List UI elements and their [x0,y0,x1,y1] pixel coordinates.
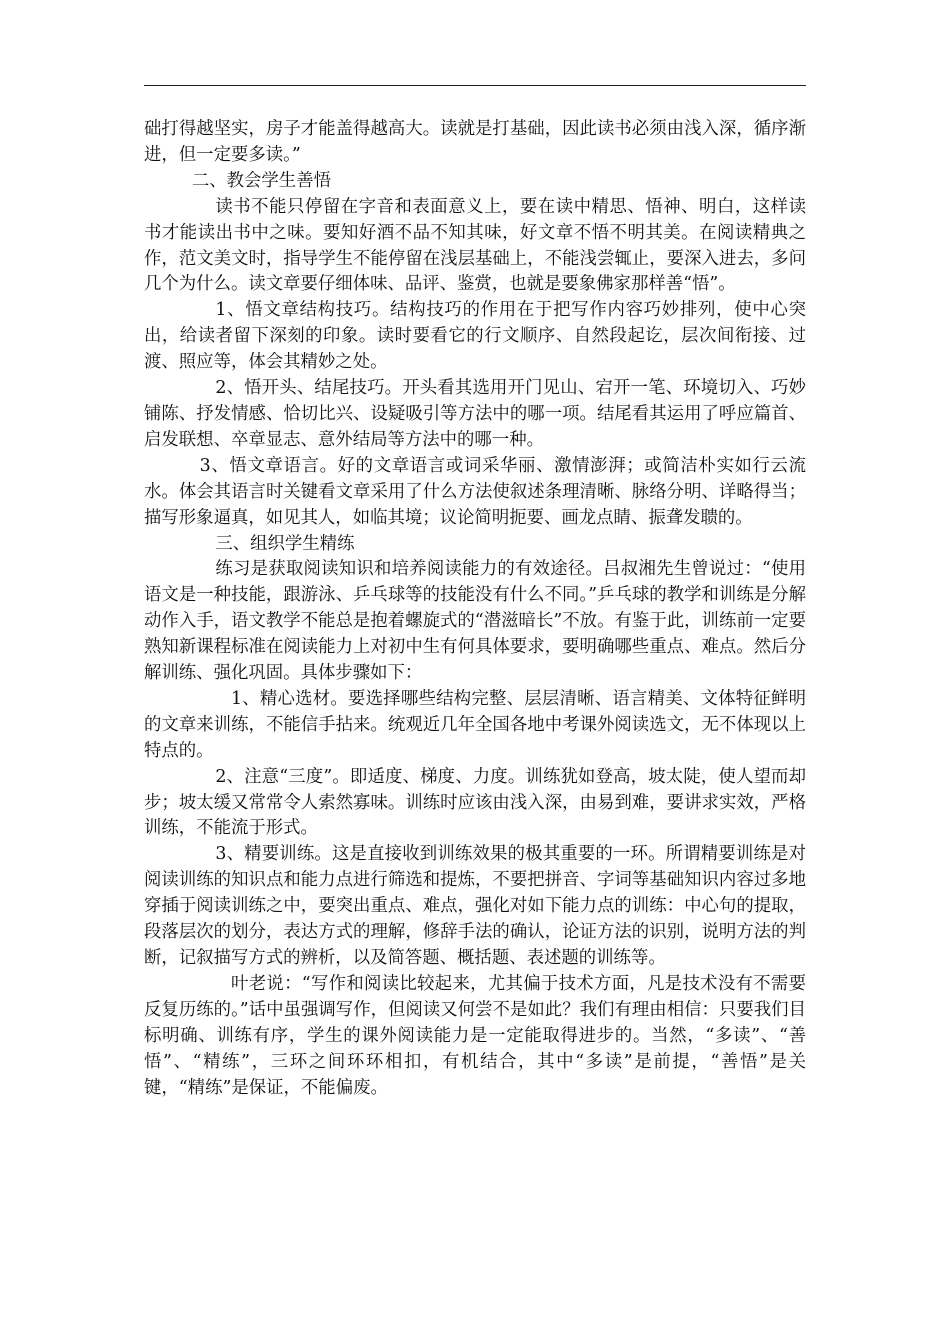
paragraph-continuation: 础打得越坚实，房子才能盖得越高大。读就是打基础，因此读书必须由浅入深，循序渐进，但一定要多读。” [144,119,806,165]
document-body [144,117,806,1101]
paragraph-section-2-intro: 读书不能只停留在字音和表面意义上，要在读中精思、悟神、明白，这样读书才能读出书中之味。要知好酒不品不知其味，好文章不悟不明其美。在阅读精典之作，范文美文时，指导学生不能停留在浅层基础上，不能浅尝辄止，要深入进去，多问几个为什么。读文章要仔细体味、品评、鉴赏，也就是要象佛家那样善“悟”。 [144,196,806,295]
section-heading-2: 二、教会学生善悟 [191,170,331,191]
header-rule [144,85,806,86]
paragraph-item-language: 3、悟文章语言。好的文章语言或词采华丽、激情澎湃；或简洁朴实如行云流水。体会其语言时关键看文章采用了什么方法使叙述条理清晰、脉络分明、详略得当；描写形象逼真，如见其人，如临其境；议论简明扼要、画龙点睛、振聋发聩的。 [144,455,806,528]
paragraph-item-key-training: 3、精要训练。这是直接收到训练效果的极其重要的一环。所谓精要训练是对阅读训练的知识点和能力点进行筛选和提炼，不要把拼音、字词等基础知识内容过多地穿插于阅读训练之中，要突出重点、难点，强化对如下能力点的训练：中心句的提取，段落层次的划分，表达方式的理解，修辞手法的确认，论证方法的识别，说明方法的判断，记叙描写方式的辨析，以及简答题、概括题、表述题的训练等。 [144,844,806,968]
paragraph-conclusion: 叶老说：“写作和阅读比较起来，尤其偏于技术方面，凡是技术没有不需要反复历练的。”话中虽强调写作，但阅读又何尝不是如此？我们有理由相信：只要我们目标明确、训练有序，学生的课外阅读能力是一定能取得进步的。当然，“多读”、“善悟”、“精练”，三环之间环环相扣，有机结合，其中“多读”是前提，“善悟”是关键，“精练”是保证，不能偏废。 [144,973,806,1098]
section-heading-3: 三、组织学生精练 [215,533,355,554]
paragraph-item-structure: 1、悟文章结构技巧。结构技巧的作用在于把写作内容巧妙排列，使中心突出，给读者留下深刻的印象。读时要看它的行文顺序、自然段起讫，层次间衔接、过渡、照应等，体会其精妙之处。 [144,300,806,373]
paragraph-item-opening-ending: 2、悟开头、结尾技巧。开头看其选用开门见山、宕开一笔、环境切入、巧妙铺陈、抒发情感、恰切比兴、设疑吸引等方法中的哪一项。结尾看其运用了呼应篇首、启发联想、卒章显志、意外结局等方法中的哪一种。 [144,378,806,450]
paragraph-item-material: 1、精心选材。要选择哪些结构完整、层层清晰、语言精美、文体特征鲜明的文章来训练，不能信手拈来。统观近几年全国各地中考课外阅读选文，无不体现以上特点的。 [144,688,806,761]
paragraph-section-3-intro: 练习是获取阅读知识和培养阅读能力的有效途径。吕叔湘先生曾说过：“使用语文是一种技能，跟游泳、乒乓球等的技能没有什么不同。”乒乓球的教学和训练是分解动作入手，语文教学不能总是抱着螺旋式的“潜滋暗长”不放。有鉴于此，训练前一定要熟知新课程标准在阅读能力上对初中生有何具体要求，要明确哪些重点、难点。然后分解训练、强化巩固。具体步骤如下： [144,559,806,684]
paragraph-item-three-degrees: 2、注意“三度”。即适度、梯度、力度。训练犹如登高，坡太陡，使人望而却步；坡太缓又常常令人索然寡味。训练时应该由浅入深，由易到难，要讲求实效，严格训练，不能流于形式。 [144,766,806,839]
